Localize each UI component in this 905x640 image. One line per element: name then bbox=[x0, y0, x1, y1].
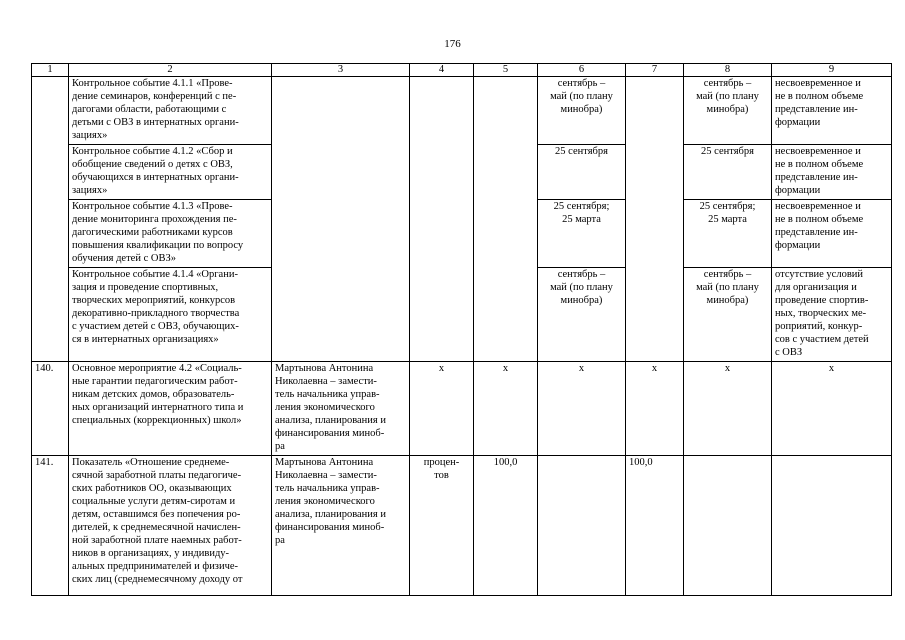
table-cell: х bbox=[538, 362, 626, 456]
table-cell bbox=[474, 77, 538, 362]
indicator-description: Показатель «Отношение среднеме- сячной заработной платы педагогиче- ских работников ОО, оказывающих социальные услуги детям-сиротам и детям, оставшимся без попечения ро- дителей, к среднемесячной начислен- ной заработной плате наемных работ- ников в организациях, у индивиду- альных предпринимателей и физиче- ских лиц (среднемесячному доходу от bbox=[69, 456, 272, 596]
table-cell: х bbox=[474, 362, 538, 456]
plan-table bbox=[31, 63, 892, 596]
event-deadline: сентябрь – май (по плану минобра) bbox=[538, 77, 626, 145]
risk-description: несвоевременное и не в полном объеме представление ин- формации bbox=[772, 77, 892, 145]
table-row bbox=[32, 362, 892, 456]
unit-cell: процен- тов bbox=[410, 456, 474, 596]
table-cell bbox=[32, 77, 69, 362]
page-number: 176 bbox=[444, 38, 461, 50]
event-description: Контрольное событие 4.1.1 «Прове- дение семинаров, конференций с пе- дагогами области, работающими с детьми с ОВЗ в интернатных органи- зациях» bbox=[69, 77, 272, 145]
risk-description: отсутствие условий для организация и проведение спортив- ных, творческих ме- роприятий, конкур- сов с участием детей с ОВЗ bbox=[772, 268, 892, 362]
table-cell: х bbox=[410, 362, 474, 456]
column-number: 5 bbox=[474, 64, 538, 77]
column-number: 3 bbox=[272, 64, 410, 77]
row-number: 141. bbox=[32, 456, 69, 596]
table-cell bbox=[684, 456, 772, 596]
base-value-cell: 100,0 bbox=[474, 456, 538, 596]
event-deadline: сентябрь – май (по плану минобра) bbox=[538, 268, 626, 362]
event-deadline-actual: 25 сентября; 25 марта bbox=[684, 200, 772, 268]
table-cell bbox=[538, 456, 626, 596]
table-cell bbox=[272, 77, 410, 362]
column-number: 9 bbox=[772, 64, 892, 77]
risk-description: несвоевременное и не в полном объеме представление ин- формации bbox=[772, 145, 892, 200]
table-cell bbox=[772, 456, 892, 596]
column-number-row bbox=[32, 64, 892, 77]
row-number: 140. bbox=[32, 362, 69, 456]
responsible-person: Мартынова Антонина Николаевна – замести- тель начальника управ- ления экономического анализа, планирования и финансирования миноб- ра bbox=[272, 456, 410, 596]
risk-description: несвоевременное и не в полном объеме представление ин- формации bbox=[772, 200, 892, 268]
table-row bbox=[32, 77, 892, 145]
table-cell bbox=[410, 77, 474, 362]
column-number: 2 bbox=[69, 64, 272, 77]
measure-description: Основное мероприятие 4.2 «Социаль- ные гарантии педагогическим работ- никам детских домов, образователь- ных организаций интернатного типа и специальных (коррекционных) школ» bbox=[69, 362, 272, 456]
event-description: Контрольное событие 4.1.4 «Органи- зация и проведение спортивных, творческих мероприятий, конкурсов декоративно-прикладного творчества с участием детей с ОВЗ, обучающих- ся в интернатных организациях» bbox=[69, 268, 272, 362]
table-cell bbox=[626, 77, 684, 362]
column-number: 1 bbox=[32, 64, 69, 77]
event-deadline: 25 сентября bbox=[538, 145, 626, 200]
responsible-person: Мартынова Антонина Николаевна – замести- тель начальника управ- ления экономического анализа, планирования и финансирования миноб- ра bbox=[272, 362, 410, 456]
table-cell: х bbox=[684, 362, 772, 456]
table-row bbox=[32, 456, 892, 596]
table-cell: х bbox=[626, 362, 684, 456]
column-number: 7 bbox=[626, 64, 684, 77]
event-deadline-actual: сентябрь – май (по плану минобра) bbox=[684, 268, 772, 362]
event-description: Контрольное событие 4.1.3 «Прове- дение мониторинга прохождения пе- дагогическими работниками курсов повышения квалификации по вопросу обучения детей с ОВЗ» bbox=[69, 200, 272, 268]
event-deadline-actual: сентябрь – май (по плану минобра) bbox=[684, 77, 772, 145]
table-cell: х bbox=[772, 362, 892, 456]
event-deadline-actual: 25 сентября bbox=[684, 145, 772, 200]
event-description: Контрольное событие 4.1.2 «Сбор и обобщение сведений о детях с ОВЗ, обучающихся в интернатных органи- зациях» bbox=[69, 145, 272, 200]
column-number: 4 bbox=[410, 64, 474, 77]
column-number: 6 bbox=[538, 64, 626, 77]
event-deadline: 25 сентября; 25 марта bbox=[538, 200, 626, 268]
target-value-cell: 100,0 bbox=[626, 456, 684, 596]
column-number: 8 bbox=[684, 64, 772, 77]
